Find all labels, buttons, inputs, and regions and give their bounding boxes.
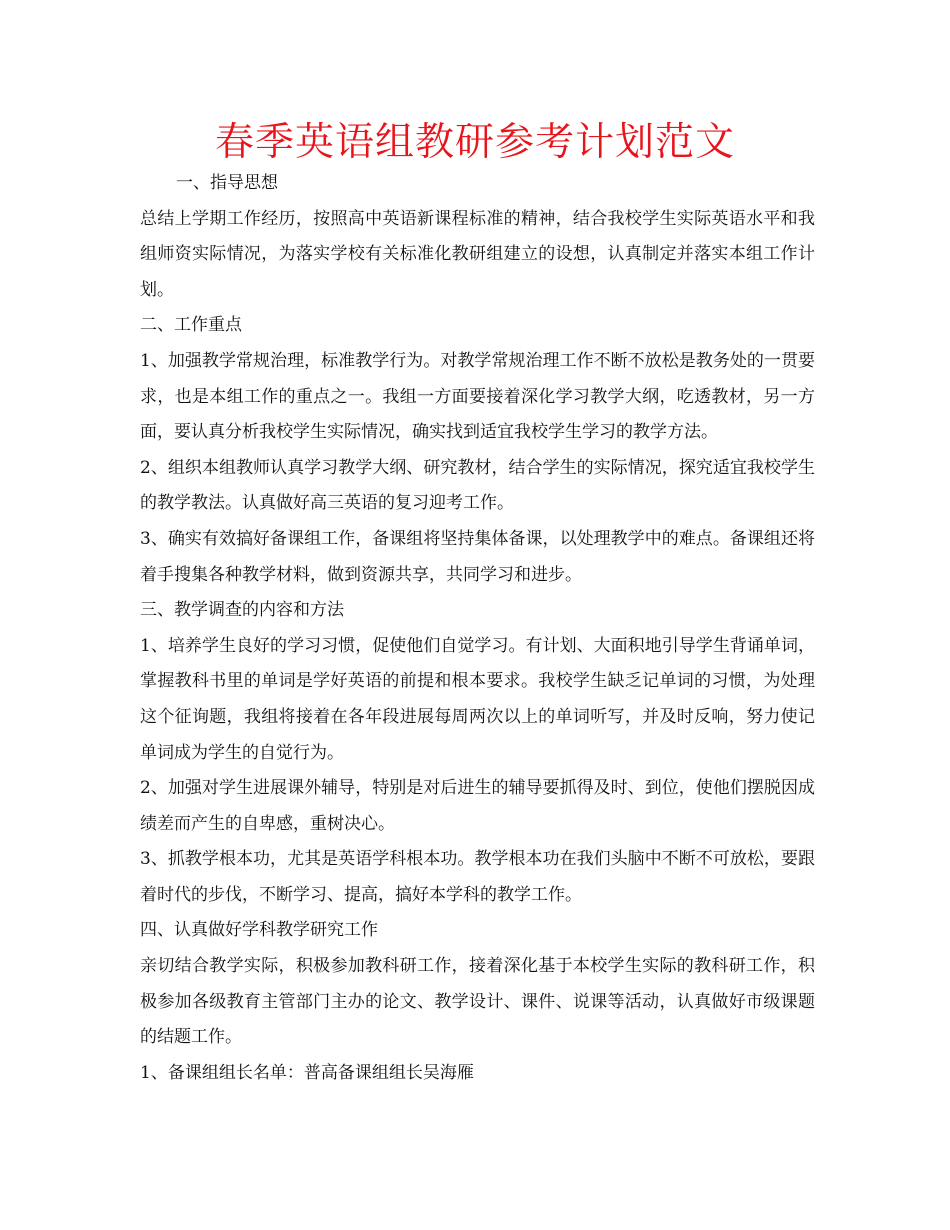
paragraph: 2、加强对学生进展课外辅导，特别是对后进生的辅导要抓得及时、到位，使他们摆脱因成绩差而产生的自卑感，重树决心。 (140, 778, 815, 834)
section-heading-teaching-survey: 三、教学调查的内容和方法 (140, 600, 344, 621)
paragraph: 1、培养学生良好的学习习惯，促使他们自觉学习。有计划、大面积地引导学生背诵单词，掌握教科书里的单词是学好英语的前提和根本要求。我校学生缺乏记单词的习惯，为处理这个征询题，我组将接着在各年段进展每周两次以上的单词听写，并及时反响，努力使记单词成为学生的自觉行为。 (140, 635, 815, 763)
section-heading-work-focus: 二、工作重点 (140, 315, 242, 336)
section-heading-guiding-ideology: 一、指导思想 (176, 173, 278, 193)
paragraph: 1、备课组组长名单：普高备课组组长吴海雁 (140, 1062, 474, 1083)
paragraph: 3、抓教学根本功，尤其是英语学科根本功。教学根本功在我们头脑中不断不可放松，要跟着时代的步伐，不断学习、提高，搞好本学科的教学工作。 (140, 849, 815, 905)
paragraph: 1、加强教学常规治理，标准教学行为。对教学常规治理工作不断不放松是教务处的一贯要求，也是本组工作的重点之一。我组一方面要接着深化学习教学大纲，吃透教材，另一方面，要认真分析我校学生实际情况，确实找到适宜我校学生学习的教学方法。 (140, 350, 815, 443)
paragraph: 2、组织本组教师认真学习教学大纲、研究教材，结合学生的实际情况，探究适宜我校学生的教学教法。认真做好高三英语的复习迎考工作。 (140, 457, 815, 514)
paragraph: 亲切结合教学实际，积极参加教科研工作，接着深化基于本校学生实际的教科研工作，积极参加各级教育主管部门主办的论文、教学设计、课件、说课等活动，认真做好市级课题的结题工作。 (140, 956, 815, 1048)
document-body (140, 166, 815, 1091)
paragraph: 总结上学期工作经历，按照高中英语新课程标准的精神，结合我校学生实际英语水平和我组师资实际情况，为落实学校有关标准化教研组建立的设想，认真制定并落实本组工作计划。 (140, 208, 815, 300)
document-title: 春季英语组教研参考计划范文 (214, 120, 735, 165)
section-heading-research-work: 四、认真做好学科教学研究工作 (140, 920, 378, 941)
paragraph: 3、确实有效搞好备课组工作，备课组将坚持集体备课，以处理教学中的难点。备课组还将着手搜集各种教学材料，做到资源共享，共同学习和进步。 (140, 528, 815, 585)
